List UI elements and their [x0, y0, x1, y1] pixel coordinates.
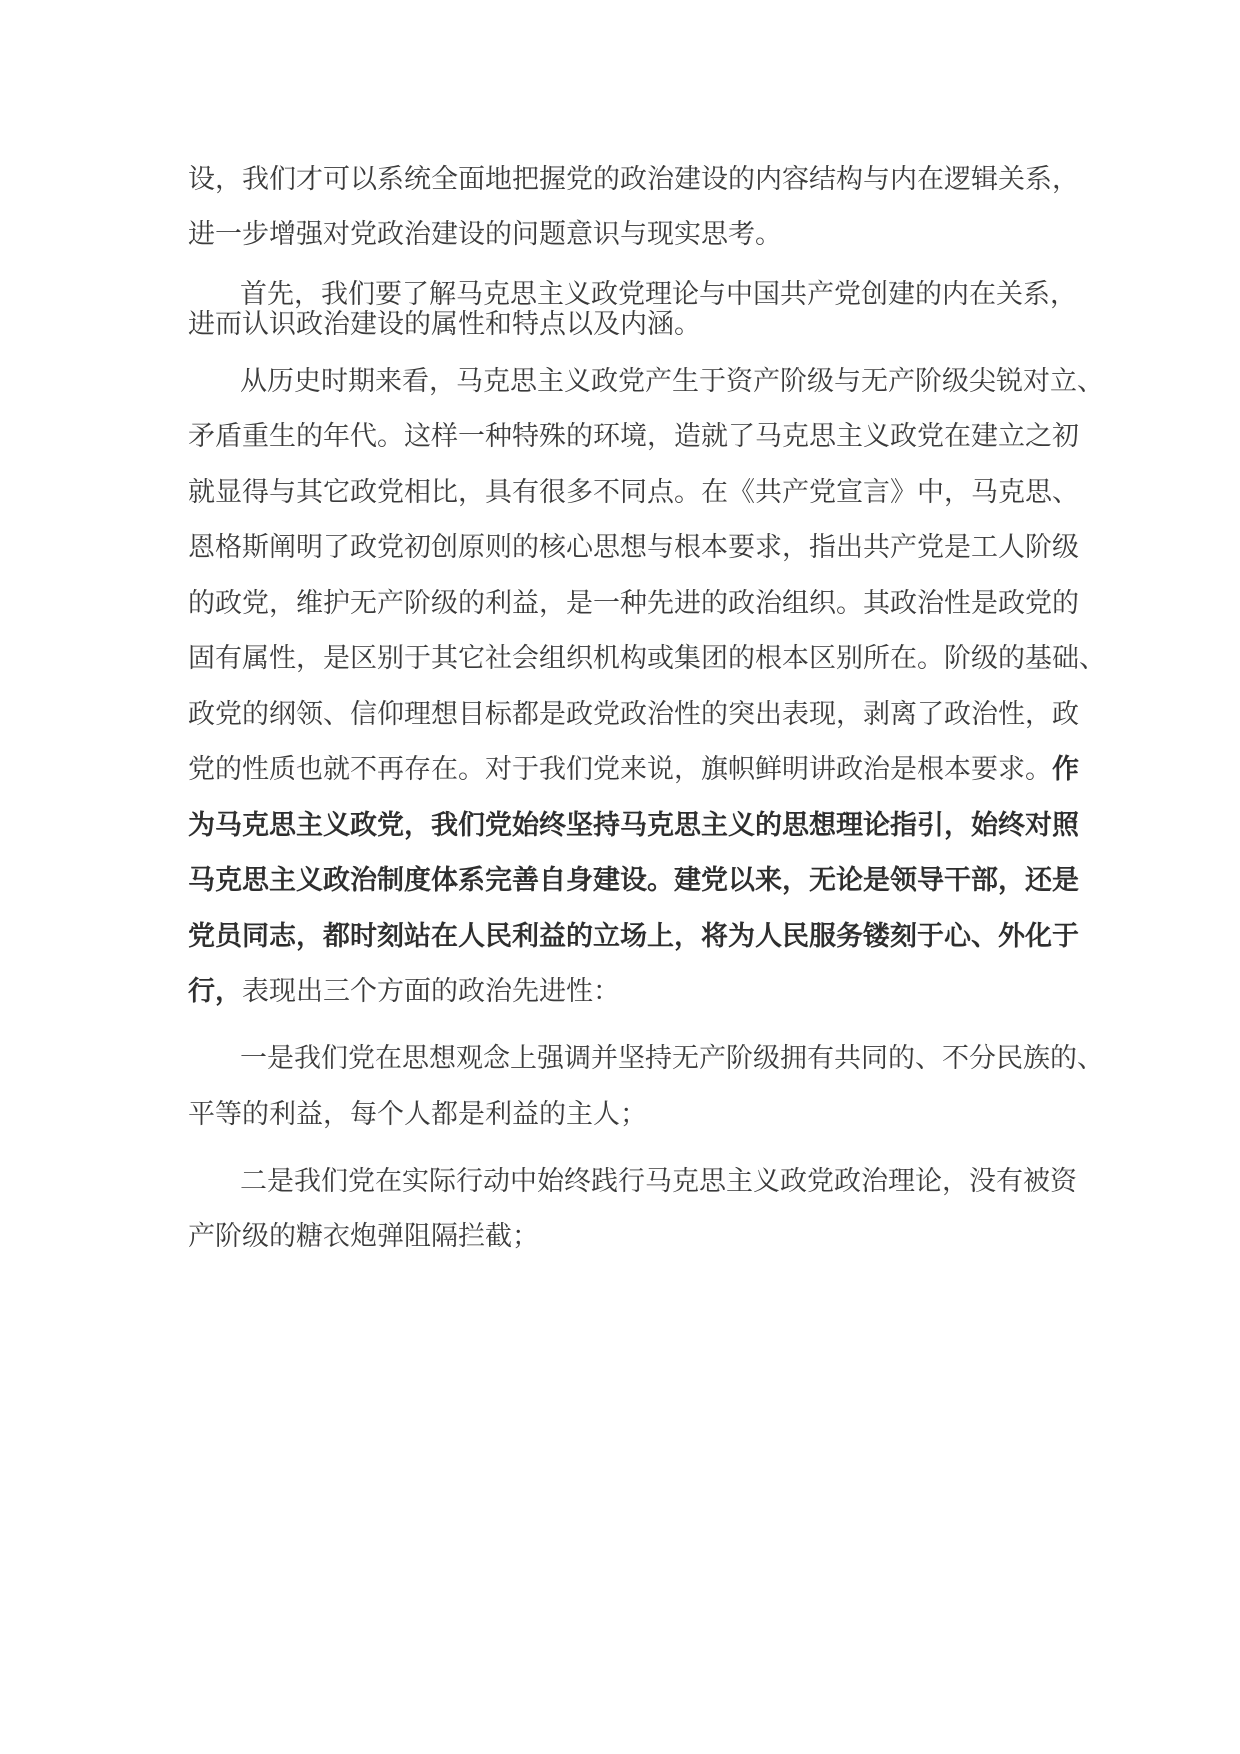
- text-line: 政党的纲领、信仰理想目标都是政党政治性的突出表现，剥离了政治性，政: [188, 699, 1079, 730]
- text-line: 矛盾重生的年代。这样一种特殊的环境，造就了马克思主义政党在建立之初: [188, 421, 1079, 452]
- text-line-mixed: [188, 753, 1079, 787]
- text-line: 进而认识政治建设的属性和特点以及内涵。: [188, 309, 701, 340]
- text-line: 首先，我们要了解马克思主义政党理论与中国共产党创建的内在关系，: [240, 279, 1077, 310]
- text-bold: 行，: [188, 976, 242, 1007]
- text-line: 就显得与其它政党相比，具有很多不同点。在《共产党宣言》中，马克思、: [188, 477, 1079, 508]
- text-line: 固有属性，是区别于其它社会组织机构或集团的根本区别所在。阶级的基础、: [188, 643, 1106, 674]
- text-line-bold: 为马克思主义政党，我们党始终坚持马克思主义的思想理论指引，始终对照: [188, 810, 1079, 841]
- text-line: 的政党，维护无产阶级的利益，是一种先进的政治组织。其政治性是政党的: [188, 588, 1079, 619]
- text-line: 从历史时期来看，马克思主义政党产生于资产阶级与无产阶级尖锐对立、: [240, 366, 1104, 397]
- text-line: 二是我们党在实际行动中始终践行马克思主义政党政治理论，没有被资: [240, 1166, 1077, 1197]
- text-line: 平等的利益，每个人都是利益的主人；: [188, 1099, 647, 1130]
- text-normal: 党的性质也就不再存在。对于我们党来说，旗帜鲜明讲政治是根本要求。: [188, 754, 1052, 785]
- text-line-mixed: [188, 975, 620, 1009]
- text-line: 恩格斯阐明了政党初创原则的核心思想与根本要求，指出共产党是工人阶级: [188, 532, 1079, 563]
- text-line-bold: 马克思主义政治制度体系完善自身建设。建党以来，无论是领导干部，还是: [188, 865, 1079, 896]
- text-line-bold: 党员同志，都时刻站在人民利益的立场上，将为人民服务镂刻于心、外化于: [188, 921, 1079, 952]
- text-bold: 作: [1052, 754, 1079, 785]
- text-line: 产阶级的糖衣炮弹阻隔拦截；: [188, 1221, 539, 1252]
- text-normal: 表现出三个方面的政治先进性：: [242, 976, 620, 1007]
- text-line: 设，我们才可以系统全面地把握党的政治建设的内容结构与内在逻辑关系，: [188, 164, 1079, 195]
- text-line: 一是我们党在思想观念上强调并坚持无产阶级拥有共同的、不分民族的、: [240, 1043, 1104, 1074]
- text-line: 进一步增强对党政治建设的问题意识与现实思考。: [188, 219, 782, 250]
